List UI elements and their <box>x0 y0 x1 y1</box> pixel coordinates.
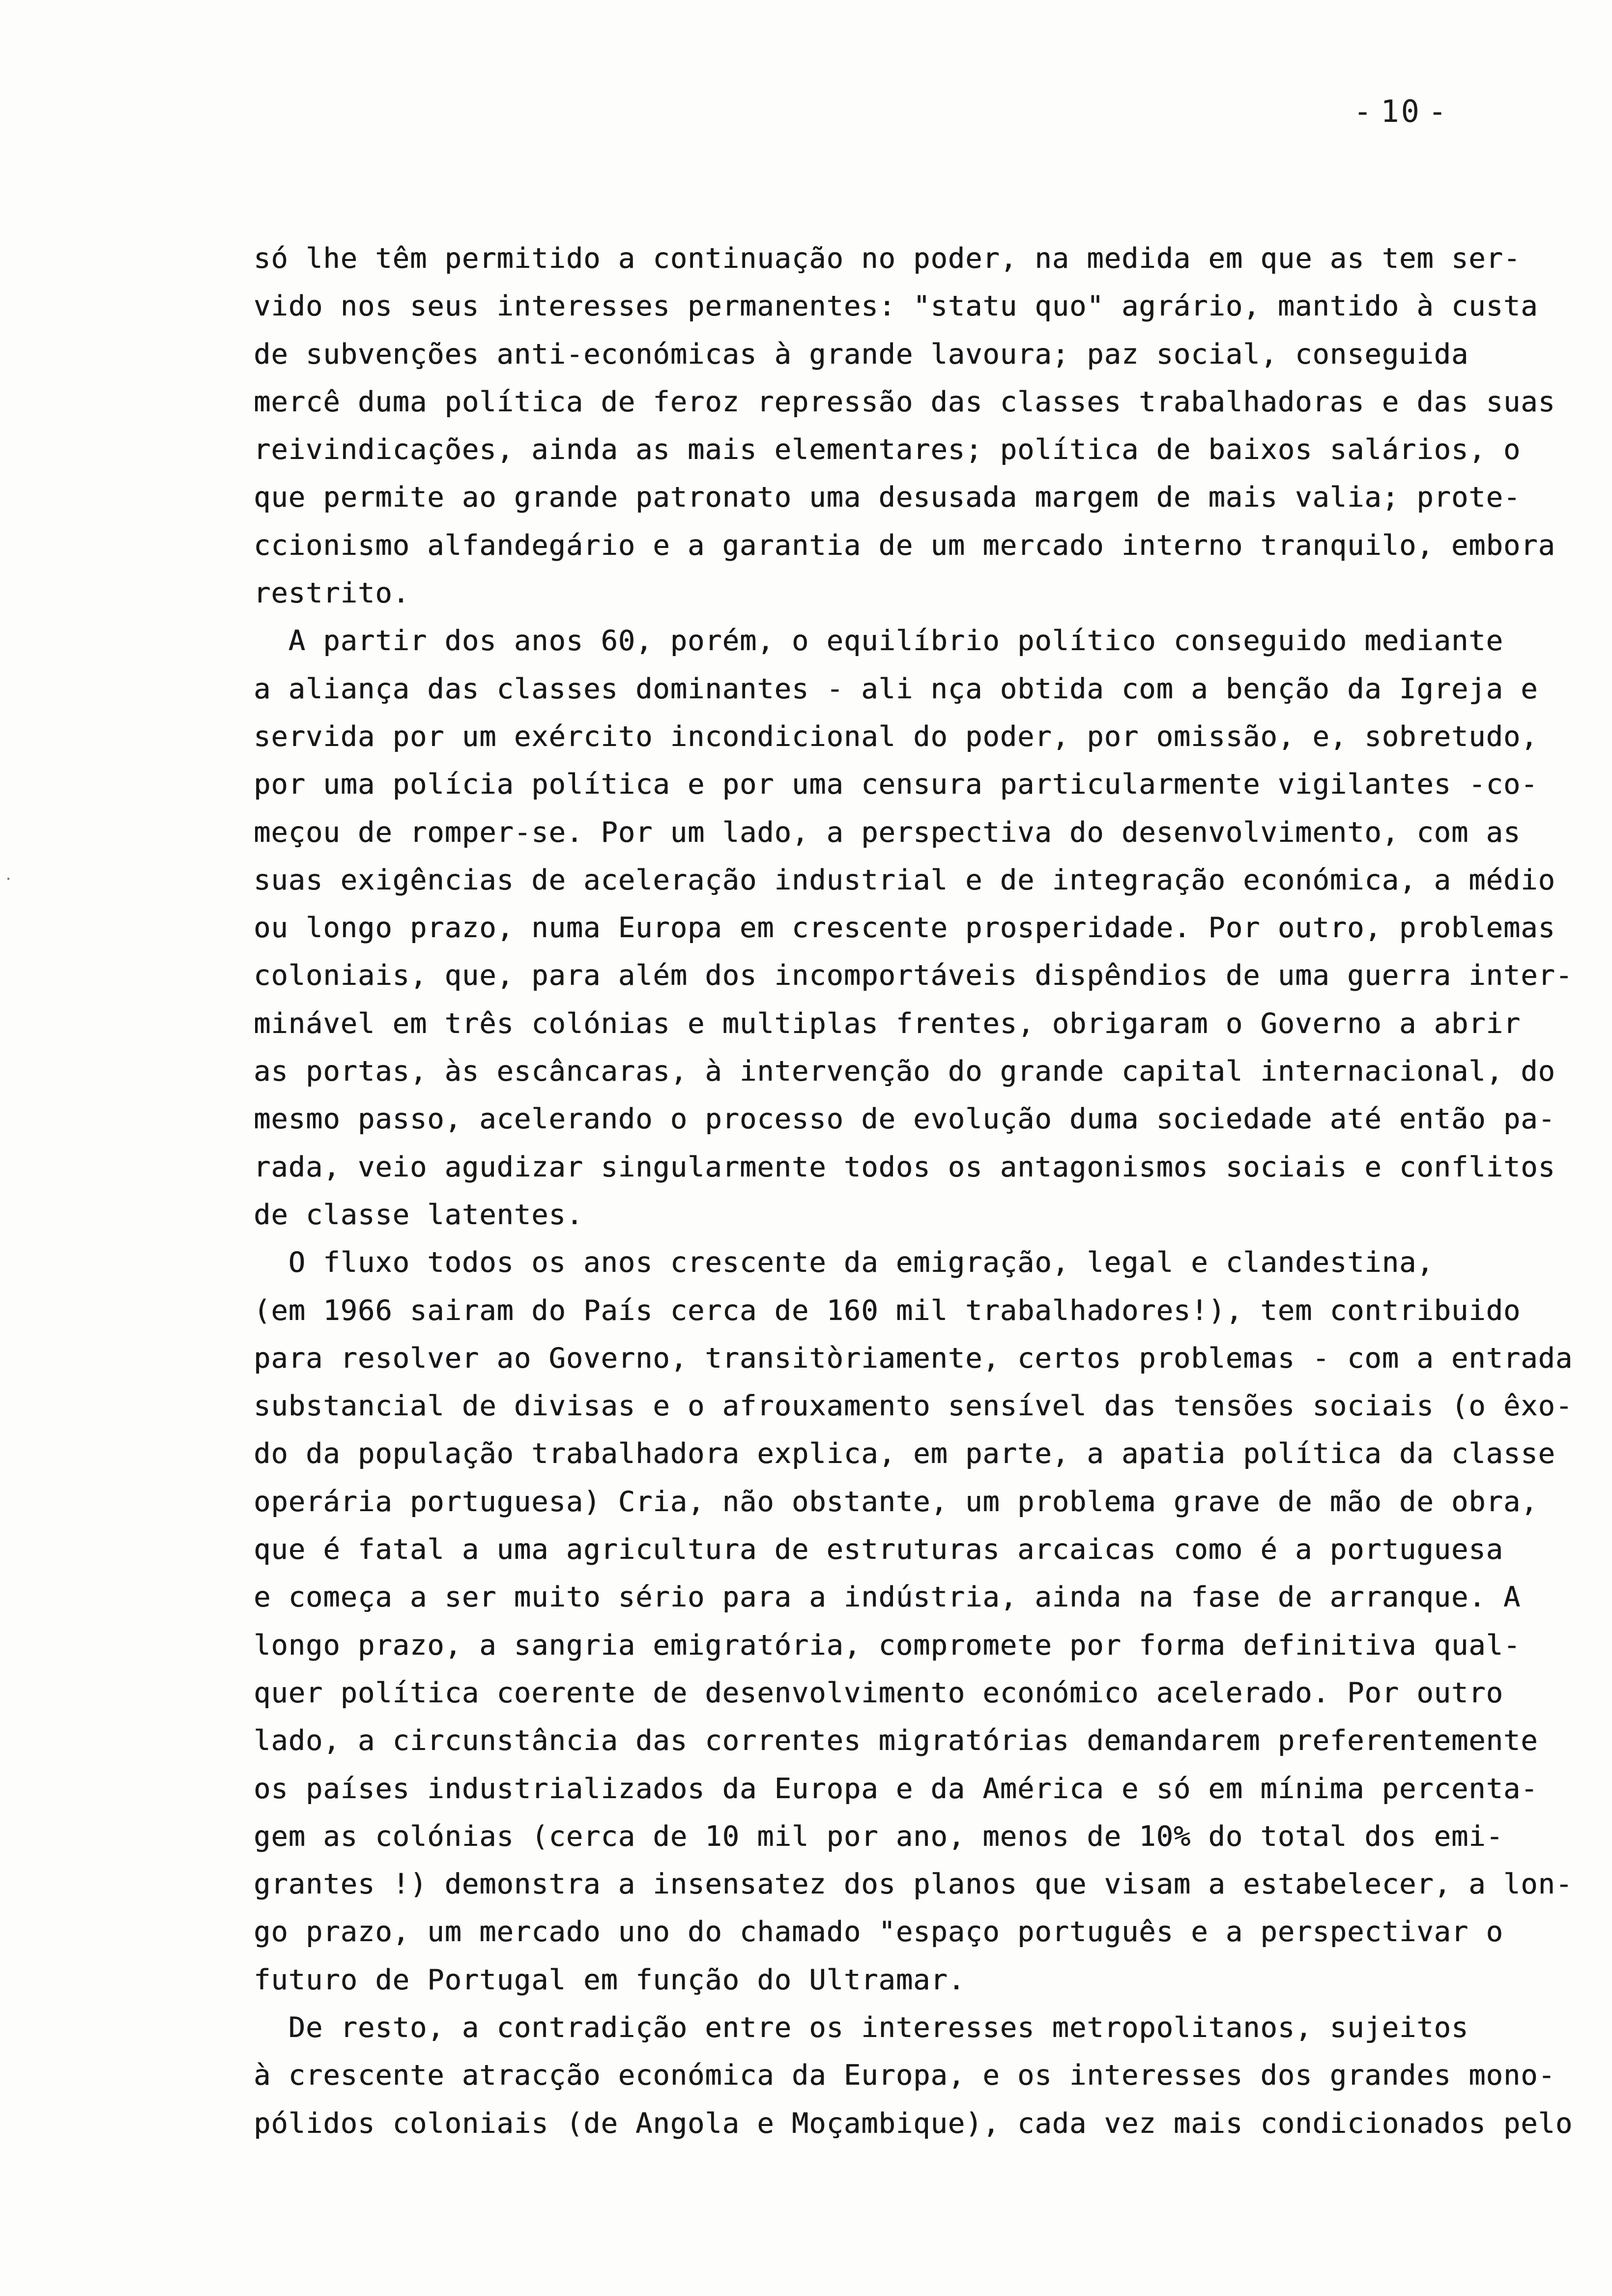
text-line: só lhe têm permitido a continuação no poder, na medida em que as tem ser- <box>254 242 1521 275</box>
text-line: reivindicações, ainda as mais elementares; política de baixos salários, o <box>254 433 1521 466</box>
text-line: substancial de divisas e o afrouxamento sensível das tensões sociais (o êxo- <box>254 1390 1573 1423</box>
text-line: longo prazo, a sangria emigratória, compromete por forma definitiva qual- <box>254 1629 1521 1662</box>
text-line: quer política coerente de desenvolvimento económico acelerado. Por outro <box>254 1676 1503 1709</box>
text-line: coloniais, que, para além dos incomportáveis dispêndios de uma guerra inter- <box>254 959 1573 992</box>
text-line: os países industrializados da Europa e da América e só em mínima percenta- <box>254 1772 1538 1805</box>
body-text <box>254 235 1610 2148</box>
text-line: A partir dos anos 60, porém, o equilíbrio político conseguido mediante <box>254 625 1503 658</box>
text-line: que permite ao grande patronato uma desusada margem de mais valia; prote- <box>254 481 1521 514</box>
text-line: de classe latentes. <box>254 1198 584 1231</box>
text-line: ou longo prazo, numa Europa em crescente prosperidade. Por outro, problemas <box>254 912 1555 945</box>
text-line: O fluxo todos os anos crescente da emigração, legal e clandestina, <box>254 1246 1434 1279</box>
text-line: minável em três colónias e multiplas frentes, obrigaram o Governo a abrir <box>254 1007 1521 1040</box>
text-line: por uma polícia política e por uma censura particularmente vigilantes -co- <box>254 768 1538 801</box>
margin-speck: · <box>4 871 13 888</box>
page-number-value: 10 <box>1381 93 1421 129</box>
text-line: de subvenções anti-económicas à grande lavoura; paz social, conseguida <box>254 338 1469 371</box>
text-line: pólidos coloniais (de Angola e Moçambique), cada vez mais condicionados pelo <box>254 2107 1573 2140</box>
text-line: servida por um exército incondicional do poder, por omissão, e, sobretudo, <box>254 720 1538 753</box>
text-line: e começa a ser muito sério para a indústria, ainda na fase de arranque. A <box>254 1581 1521 1614</box>
text-line: ccionismo alfandegário e a garantia de um mercado interno tranquilo, embora <box>254 529 1555 562</box>
text-line: gem as colónias (cerca de 10 mil por ano, menos de 10% do total dos emi- <box>254 1820 1503 1853</box>
text-line: suas exigências de aceleração industrial e de integração económica, a médio <box>254 863 1555 896</box>
text-line: De resto, a contradição entre os interesses metropolitanos, sujeitos <box>254 2011 1469 2044</box>
text-line: restrito. <box>254 577 410 610</box>
text-line: à crescente atracção económica da Europa, e os interesses dos grandes mono- <box>254 2059 1555 2092</box>
text-line: a aliança das classes dominantes - ali nça obtida com a benção da Igreja e <box>254 672 1538 705</box>
text-line: mesmo passo, acelerando o processo de evolução duma sociedade até então pa- <box>254 1103 1555 1136</box>
text-line: lado, a circunstância das correntes migratórias demandarem preferentemente <box>254 1724 1538 1757</box>
text-line: meçou de romper-se. Por um lado, a perspectiva do desenvolvimento, com as <box>254 816 1521 849</box>
text-line: para resolver ao Governo, transitòriamente, certos problemas - com a entrada <box>254 1342 1573 1375</box>
text-line: que é fatal a uma agricultura de estruturas arcaicas como é a portuguesa <box>254 1533 1503 1566</box>
text-line: rada, veio agudizar singularmente todos os antagonismos sociais e conflitos <box>254 1150 1555 1183</box>
text-line: vido nos seus interesses permanentes: "statu quo" agrário, mantido à custa <box>254 290 1538 323</box>
text-line: grantes !) demonstra a insensatez dos planos que visam a estabelecer, a lon- <box>254 1868 1573 1901</box>
text-line: mercê duma política de feroz repressão das classes trabalhadoras e das suas <box>254 385 1555 418</box>
text-line: futuro de Portugal em função do Ultramar. <box>254 1963 965 1996</box>
text-line: do da população trabalhadora explica, em parte, a apatia política da classe <box>254 1437 1555 1470</box>
text-line: go prazo, um mercado uno do chamado "espaço português e a perspectivar o <box>254 1916 1503 1949</box>
text-line: (em 1966 sairam do País cerca de 160 mil trabalhadores!), tem contribuido <box>254 1294 1521 1327</box>
text-line: as portas, às escâncaras, à intervenção do grande capital internacional, do <box>254 1055 1555 1088</box>
text-line: operária portuguesa) Cria, não obstante, um problema grave de mão de obra, <box>254 1485 1538 1518</box>
page-number: - 10 - <box>1353 93 1449 129</box>
